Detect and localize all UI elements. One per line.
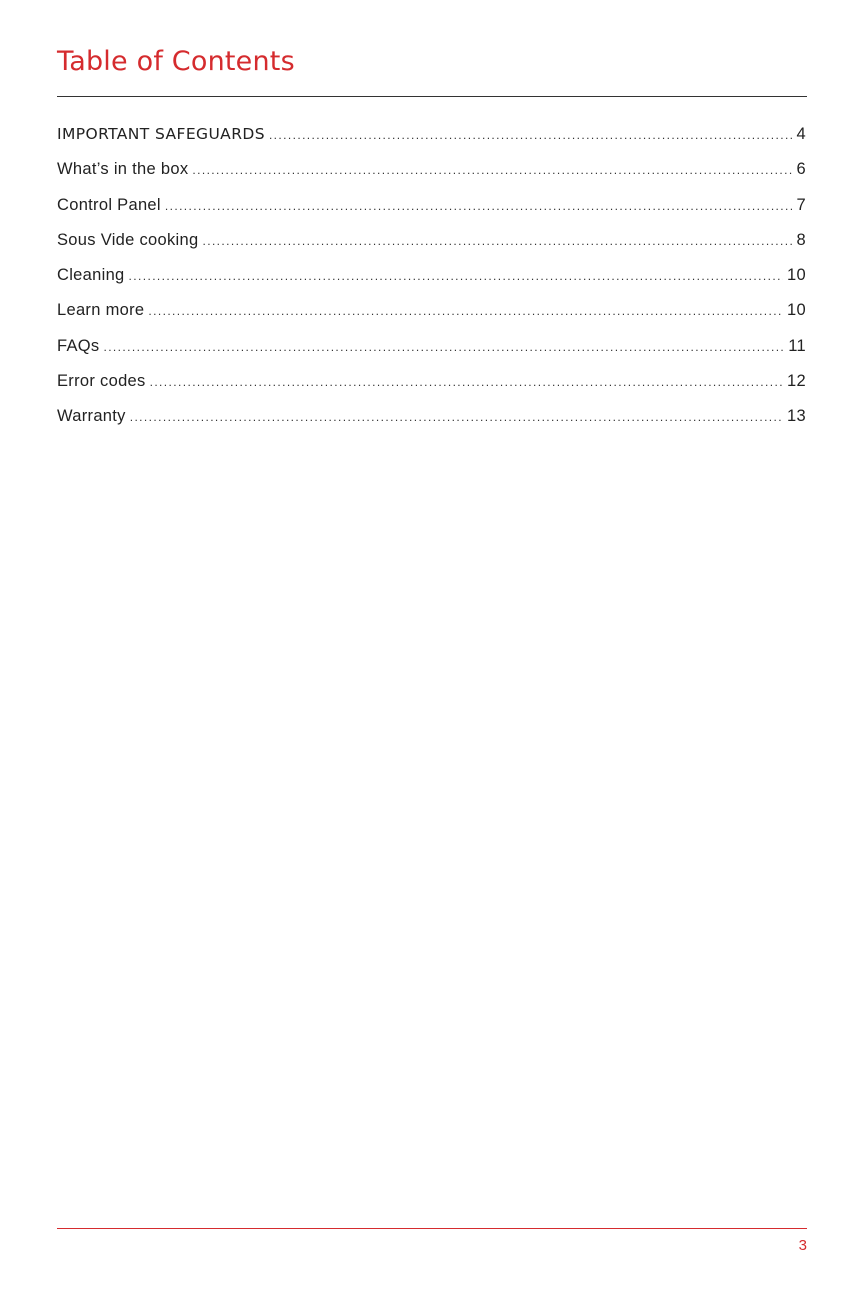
footer-page-number: 3 — [798, 1237, 807, 1254]
footer-divider — [57, 1228, 807, 1229]
toc-entry-page: 10 — [787, 301, 806, 320]
table-of-contents — [57, 125, 806, 443]
toc-entry-page: 11 — [788, 336, 806, 355]
toc-entry-faqs[interactable] — [57, 337, 806, 372]
page-title: Table of Contents — [57, 46, 295, 77]
toc-entry-page: 10 — [787, 266, 806, 285]
toc-entry-label: Sous Vide cooking — [57, 230, 199, 249]
toc-entry-label: Cleaning — [57, 266, 125, 285]
toc-entry-sous-vide-cooking[interactable] — [57, 231, 806, 266]
toc-entry-label: What’s in the box — [57, 160, 189, 179]
toc-entry-page: 6 — [796, 160, 806, 179]
toc-dot-leader — [202, 234, 792, 248]
toc-entry-page: 7 — [796, 195, 806, 214]
toc-entry-label: FAQs — [57, 336, 100, 355]
toc-dot-leader — [165, 199, 793, 213]
toc-entry-label: Error codes — [57, 372, 146, 391]
toc-dot-leader — [130, 410, 783, 424]
toc-entry-page: 12 — [787, 372, 806, 391]
toc-entry-important-safeguards[interactable] — [57, 125, 806, 160]
toc-dot-leader — [150, 375, 783, 389]
toc-entry-page: 4 — [796, 125, 806, 143]
toc-dot-leader — [103, 340, 784, 354]
title-divider — [57, 96, 807, 97]
toc-entry-control-panel[interactable] — [57, 196, 806, 231]
toc-entry-error-codes[interactable] — [57, 372, 806, 407]
toc-entry-label: Warranty — [57, 407, 126, 426]
toc-dot-leader — [269, 128, 793, 142]
toc-entry-cleaning[interactable] — [57, 266, 806, 301]
toc-entry-page: 8 — [796, 230, 806, 249]
toc-entry-label: IMPORTANT SAFEGUARDS — [57, 125, 265, 143]
toc-entry-label: Control Panel — [57, 195, 161, 214]
toc-dot-leader — [129, 269, 784, 283]
toc-dot-leader — [148, 304, 783, 318]
toc-entry-learn-more[interactable] — [57, 301, 806, 336]
toc-entry-whats-in-the-box[interactable] — [57, 160, 806, 195]
toc-entry-label: Learn more — [57, 301, 145, 320]
toc-entry-page: 13 — [787, 407, 806, 426]
toc-entry-warranty[interactable] — [57, 407, 806, 442]
toc-dot-leader — [192, 163, 792, 177]
